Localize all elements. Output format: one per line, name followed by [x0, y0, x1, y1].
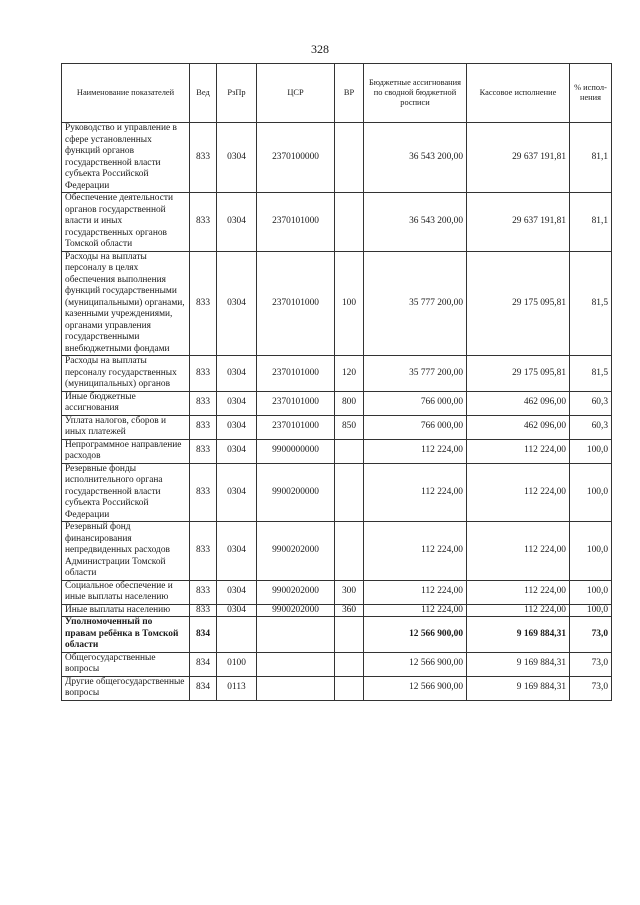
cell-cash: 112 224,00 [467, 439, 570, 463]
cell-name: Уполномоченный по правам ребёнка в Томской области [62, 617, 190, 653]
table-row [62, 676, 612, 700]
table-row [62, 617, 612, 653]
header-csr: ЦСР [257, 64, 335, 123]
cell-cash: 9 169 884,31 [467, 676, 570, 700]
cell-pct: 73,0 [570, 676, 612, 700]
cell-vr: 300 [335, 580, 364, 604]
table-row [62, 123, 612, 193]
cell-vr [335, 463, 364, 522]
cell-rzpr: 0304 [217, 251, 257, 356]
cell-cash: 462 096,00 [467, 391, 570, 415]
cell-csr: 9900202000 [257, 580, 335, 604]
cell-rzpr: 0304 [217, 193, 257, 252]
header-ved: Вед [190, 64, 217, 123]
cell-ved: 834 [190, 676, 217, 700]
cell-ved: 834 [190, 652, 217, 676]
cell-csr: 9900200000 [257, 463, 335, 522]
table-row [62, 439, 612, 463]
cell-ved: 833 [190, 522, 217, 581]
cell-csr: 2370101000 [257, 193, 335, 252]
cell-rzpr: 0304 [217, 522, 257, 581]
cell-csr [257, 652, 335, 676]
cell-vr [335, 123, 364, 193]
cell-ved: 833 [190, 251, 217, 356]
table-row [62, 356, 612, 392]
cell-name: Социальное обеспечение и иные выплаты населению [62, 580, 190, 604]
cell-csr: 2370101000 [257, 356, 335, 392]
cell-cash: 112 224,00 [467, 604, 570, 617]
cell-name: Общегосударственные вопросы [62, 652, 190, 676]
table-body [62, 123, 612, 701]
cell-csr: 2370101000 [257, 251, 335, 356]
cell-cash: 112 224,00 [467, 580, 570, 604]
header-rzpr: РзПр [217, 64, 257, 123]
table-row [62, 415, 612, 439]
cell-cash: 112 224,00 [467, 522, 570, 581]
header-pct: % испол-нения [570, 64, 612, 123]
cell-vr [335, 676, 364, 700]
cell-vr: 360 [335, 604, 364, 617]
cell-name: Уплата налогов, сборов и иных платежей [62, 415, 190, 439]
cell-vr: 850 [335, 415, 364, 439]
cell-budget: 766 000,00 [364, 391, 467, 415]
cell-rzpr: 0304 [217, 415, 257, 439]
cell-pct: 81,5 [570, 251, 612, 356]
cell-vr [335, 617, 364, 653]
cell-cash: 9 169 884,31 [467, 652, 570, 676]
cell-ved: 833 [190, 415, 217, 439]
cell-ved: 833 [190, 604, 217, 617]
cell-pct: 100,0 [570, 463, 612, 522]
cell-name: Иные выплаты населению [62, 604, 190, 617]
cell-csr: 2370101000 [257, 391, 335, 415]
cell-vr: 800 [335, 391, 364, 415]
header-budget: Бюджетные ассигнования по сводной бюджетной росписи [364, 64, 467, 123]
cell-rzpr: 0304 [217, 391, 257, 415]
cell-ved: 833 [190, 356, 217, 392]
cell-budget: 112 224,00 [364, 463, 467, 522]
cell-pct: 81,1 [570, 123, 612, 193]
cell-cash: 29 175 095,81 [467, 251, 570, 356]
header-cash: Кассовое исполнение [467, 64, 570, 123]
cell-name: Другие общегосударственные вопросы [62, 676, 190, 700]
table-row [62, 193, 612, 252]
cell-csr [257, 617, 335, 653]
cell-pct: 100,0 [570, 580, 612, 604]
cell-rzpr: 0304 [217, 604, 257, 617]
cell-pct: 81,5 [570, 356, 612, 392]
cell-cash: 9 169 884,31 [467, 617, 570, 653]
budget-execution-table [61, 63, 612, 701]
cell-vr [335, 652, 364, 676]
cell-csr: 2370100000 [257, 123, 335, 193]
cell-pct: 73,0 [570, 652, 612, 676]
cell-budget: 766 000,00 [364, 415, 467, 439]
cell-name: Руководство и управление в сфере установленных функций органов государственной власти субъекта Российской Федерации [62, 123, 190, 193]
cell-pct: 100,0 [570, 439, 612, 463]
cell-pct: 81,1 [570, 193, 612, 252]
cell-cash: 29 637 191,81 [467, 193, 570, 252]
cell-csr: 9900202000 [257, 604, 335, 617]
cell-rzpr: 0304 [217, 439, 257, 463]
cell-name: Расходы на выплаты персоналу государственных (муниципальных) органов [62, 356, 190, 392]
cell-cash: 462 096,00 [467, 415, 570, 439]
cell-ved: 833 [190, 439, 217, 463]
header-name: Наименование показателей [62, 64, 190, 123]
cell-name: Иные бюджетные ассигнования [62, 391, 190, 415]
cell-ved: 834 [190, 617, 217, 653]
cell-csr: 9900202000 [257, 522, 335, 581]
cell-budget: 112 224,00 [364, 439, 467, 463]
cell-vr [335, 193, 364, 252]
cell-vr [335, 522, 364, 581]
page-number: 328 [311, 42, 329, 56]
cell-vr: 120 [335, 356, 364, 392]
cell-rzpr: 0304 [217, 123, 257, 193]
cell-budget: 12 566 900,00 [364, 652, 467, 676]
cell-name: Непрограммное направление расходов [62, 439, 190, 463]
cell-budget: 36 543 200,00 [364, 123, 467, 193]
cell-cash: 29 637 191,81 [467, 123, 570, 193]
header-vr: ВР [335, 64, 364, 123]
cell-pct: 100,0 [570, 604, 612, 617]
cell-cash: 112 224,00 [467, 463, 570, 522]
cell-budget: 112 224,00 [364, 604, 467, 617]
cell-name: Обеспечение деятельности органов государственной власти и иных государственных органов Томской области [62, 193, 190, 252]
cell-csr: 2370101000 [257, 415, 335, 439]
cell-cash: 29 175 095,81 [467, 356, 570, 392]
cell-name: Расходы на выплаты персоналу в целях обеспечения выполнения функций государственными (муниципальными) органами, казенными учреждениями, органами управления государственными внебюджетными фондами [62, 251, 190, 356]
cell-rzpr: 0304 [217, 580, 257, 604]
cell-rzpr [217, 617, 257, 653]
cell-rzpr: 0113 [217, 676, 257, 700]
cell-name: Резервный фонд финансирования непредвиденных расходов Администрации Томской области [62, 522, 190, 581]
cell-pct: 100,0 [570, 522, 612, 581]
cell-pct: 60,3 [570, 415, 612, 439]
cell-vr: 100 [335, 251, 364, 356]
cell-rzpr: 0304 [217, 356, 257, 392]
table-row [62, 251, 612, 356]
cell-pct: 60,3 [570, 391, 612, 415]
table-header-row [62, 64, 612, 123]
cell-budget: 36 543 200,00 [364, 193, 467, 252]
cell-ved: 833 [190, 193, 217, 252]
cell-budget: 112 224,00 [364, 580, 467, 604]
cell-budget: 12 566 900,00 [364, 617, 467, 653]
cell-ved: 833 [190, 391, 217, 415]
cell-budget: 12 566 900,00 [364, 676, 467, 700]
cell-budget: 112 224,00 [364, 522, 467, 581]
cell-ved: 833 [190, 463, 217, 522]
cell-name: Резервные фонды исполнительного органа государственной власти субъекта Российской Федерации [62, 463, 190, 522]
table-row [62, 391, 612, 415]
cell-budget: 35 777 200,00 [364, 251, 467, 356]
cell-budget: 35 777 200,00 [364, 356, 467, 392]
cell-rzpr: 0100 [217, 652, 257, 676]
cell-rzpr: 0304 [217, 463, 257, 522]
table-row [62, 604, 612, 617]
table-row [62, 580, 612, 604]
cell-ved: 833 [190, 123, 217, 193]
table-row [62, 652, 612, 676]
cell-csr [257, 676, 335, 700]
cell-ved: 833 [190, 580, 217, 604]
cell-pct: 73,0 [570, 617, 612, 653]
cell-vr [335, 439, 364, 463]
cell-csr: 9900000000 [257, 439, 335, 463]
table-row [62, 522, 612, 581]
table-row [62, 463, 612, 522]
